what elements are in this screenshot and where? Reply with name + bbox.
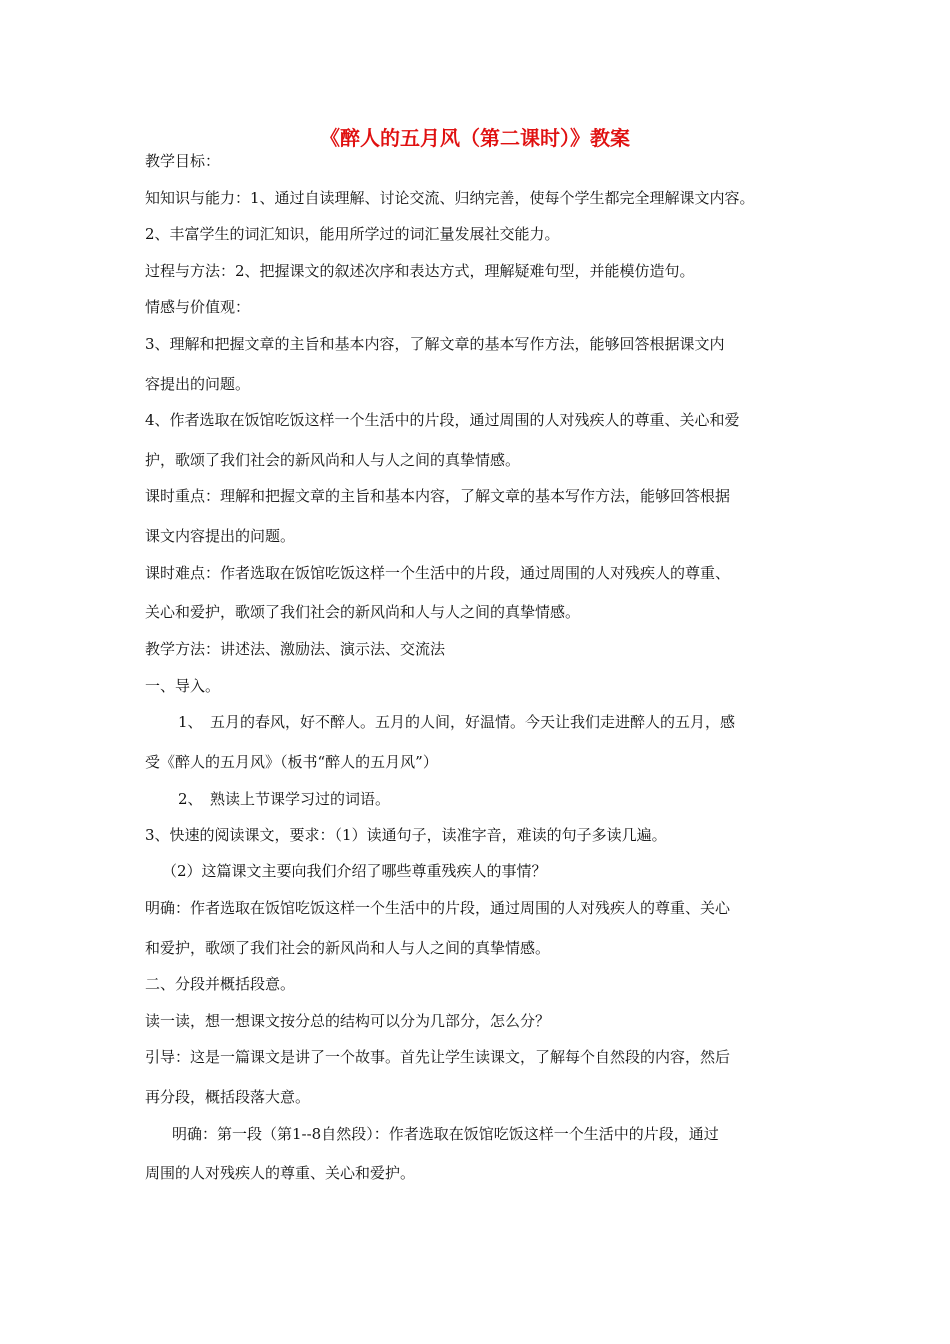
text-line: 周围的人对残疾人的尊重、关心和爱护。: [145, 1164, 416, 1182]
text-line: 引导：这是一篇课文是讲了一个故事。首先让学生读课文，了解每个自然段的内容，然后: [145, 1048, 731, 1066]
text-line: 受《醉人的五月风》（板书“醉人的五月风”）: [145, 753, 438, 771]
text-line: 教学方法：讲述法、激励法、演示法、交流法: [145, 640, 446, 658]
text-line: 3、快速的阅读课文，要求：（1）读通句子，读准字音，难读的句子多读几遍。: [145, 826, 667, 844]
text-line: 读一读，想一想课文按分总的结构可以分为几部分，怎么分？: [145, 1012, 551, 1030]
text-line: （2）这篇课文主要向我们介绍了哪些尊重残疾人的事情？: [162, 862, 547, 880]
text-line: 课时重点：理解和把握文章的主旨和基本内容，了解文章的基本写作方法，能够回答根据: [145, 487, 731, 505]
text-line: 4、作者选取在饭馆吃饭这样一个生活中的片段，通过周围的人对残疾人的尊重、关心和爱: [145, 411, 740, 429]
text-line: 二、分段并概括段意。: [145, 975, 296, 993]
document-title: 《醉人的五月风（第二课时）》教案: [320, 126, 630, 150]
text-line: 1、 五月的春风，好不醉人。五月的人间，好温情。今天让我们走进醉人的五月，感: [178, 713, 736, 731]
text-line: 和爱护，歌颂了我们社会的新风尚和人与人之间的真挚情感。: [145, 939, 551, 957]
text-line: 再分段，概括段落大意。: [145, 1088, 311, 1106]
text-line: 课时难点：作者选取在饭馆吃饭这样一个生活中的片段，通过周围的人对残疾人的尊重、: [145, 564, 731, 582]
text-line: 3、理解和把握文章的主旨和基本内容，了解文章的基本写作方法，能够回答根据课文内: [145, 335, 725, 353]
text-line: 2、丰富学生的词汇知识，能用所学过的词汇量发展社交能力。: [145, 225, 560, 243]
text-line: 教学目标：: [145, 152, 221, 170]
text-line: 情感与价值观：: [145, 298, 251, 316]
text-line: 2、 熟读上节课学习过的词语。: [178, 790, 391, 808]
text-line: 知知识与能力：1、通过自读理解、讨论交流、归纳完善，使每个学生都完全理解课文内容。: [145, 189, 755, 207]
text-line: 护，歌颂了我们社会的新风尚和人与人之间的真挚情感。: [145, 451, 521, 469]
text-line: 课文内容提出的问题。: [145, 527, 296, 545]
text-line: 明确：第一段（第1--8自然段）：作者选取在饭馆吃饭这样一个生活中的片段，通过: [172, 1125, 719, 1143]
text-line: 明确：作者选取在饭馆吃饭这样一个生活中的片段，通过周围的人对残疾人的尊重、关心: [145, 899, 731, 917]
text-line: 容提出的问题。: [145, 375, 251, 393]
text-line: 关心和爱护，歌颂了我们社会的新风尚和人与人之间的真挚情感。: [145, 603, 581, 621]
text-line: 一、导入。: [145, 677, 221, 695]
text-line: 过程与方法：2、把握课文的叙述次序和表达方式，理解疑难句型，并能模仿造句。: [145, 262, 695, 280]
